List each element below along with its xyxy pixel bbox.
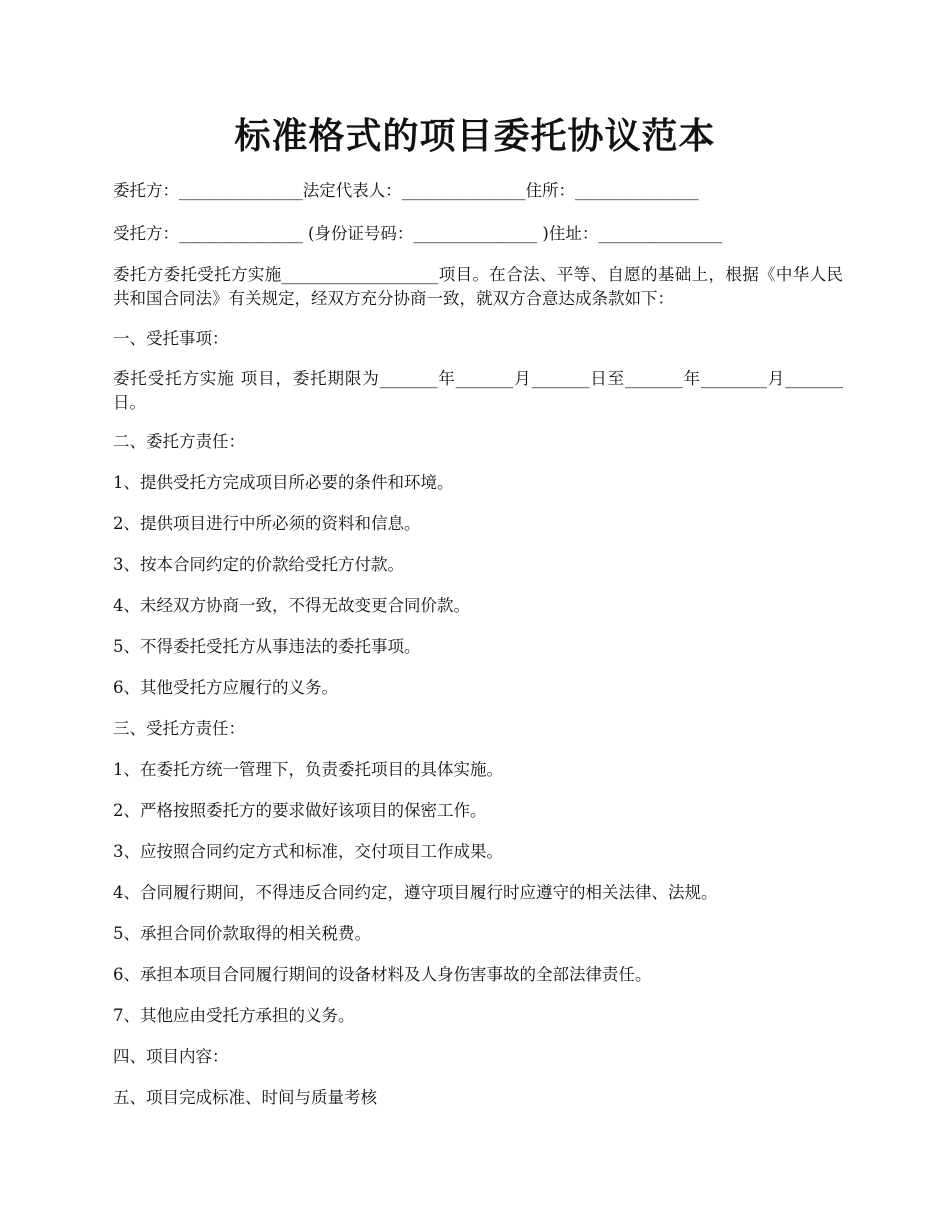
client-duty-2: 2、提供项目进行中所必须的资料和信息。 — [113, 514, 421, 533]
section-heading-2: 二、委托方责任： — [113, 432, 245, 451]
client-duty-3: 3、按本合同约定的价款给受托方付款。 — [113, 555, 404, 574]
section-heading-1: 一、受托事项： — [113, 329, 229, 348]
contractor-duty-6: 6、承担本项目合同履行期间的设备材料及人身伤害事故的全部法律责任。 — [113, 965, 652, 984]
entrusted-term-paragraph: 委托受托方实施 项目，委托期限为_______年_______月_______日至_______年________月_______日。 — [113, 369, 843, 412]
client-duty-5: 5、不得委托受托方从事违法的委托事项。 — [113, 637, 421, 656]
client-duty-1: 1、提供受托方完成项目所必要的条件和环境。 — [113, 473, 454, 492]
client-info-line: 委托方：_______________法定代表人：_______________住所：_______________ — [113, 181, 699, 200]
contractor-duty-4: 4、合同履行期间，不得违反合同约定，遵守项目履行时应遵守的相关法律、法规。 — [113, 883, 718, 902]
contractor-info-line: 受托方：_______________ (身份证号码：_______________ )住址：_______________ — [113, 224, 723, 243]
contractor-duty-2: 2、严格按照委托方的要求做好该项目的保密工作。 — [113, 801, 487, 820]
document-title: 标准格式的项目委托协议范本 — [234, 115, 716, 157]
contractor-duty-5: 5、承担合同价款取得的相关税费。 — [113, 924, 371, 943]
contractor-duty-1: 1、在委托方统一管理下，负责委托项目的具体实施。 — [113, 760, 503, 779]
preamble-paragraph: 委托方委托受托方实施___________________项目。在合法、平等、自愿的基础上，根据《中华人民共和国合同法》有关规定，经双方充分协商一致，就双方合意达成条款如下： — [113, 265, 843, 308]
client-duty-6: 6、其他受托方应履行的义务。 — [113, 678, 338, 697]
section-heading-5: 五、项目完成标准、时间与质量考核 — [113, 1088, 377, 1107]
client-duty-4: 4、未经双方协商一致，不得无故变更合同价款。 — [113, 596, 470, 615]
contractor-duty-7: 7、其他应由受托方承担的义务。 — [113, 1006, 355, 1025]
section-heading-3: 三、受托方责任： — [113, 719, 245, 738]
section-heading-4: 四、项目内容： — [113, 1047, 229, 1066]
contractor-duty-3: 3、应按照合同约定方式和标准，交付项目工作成果。 — [113, 842, 503, 861]
